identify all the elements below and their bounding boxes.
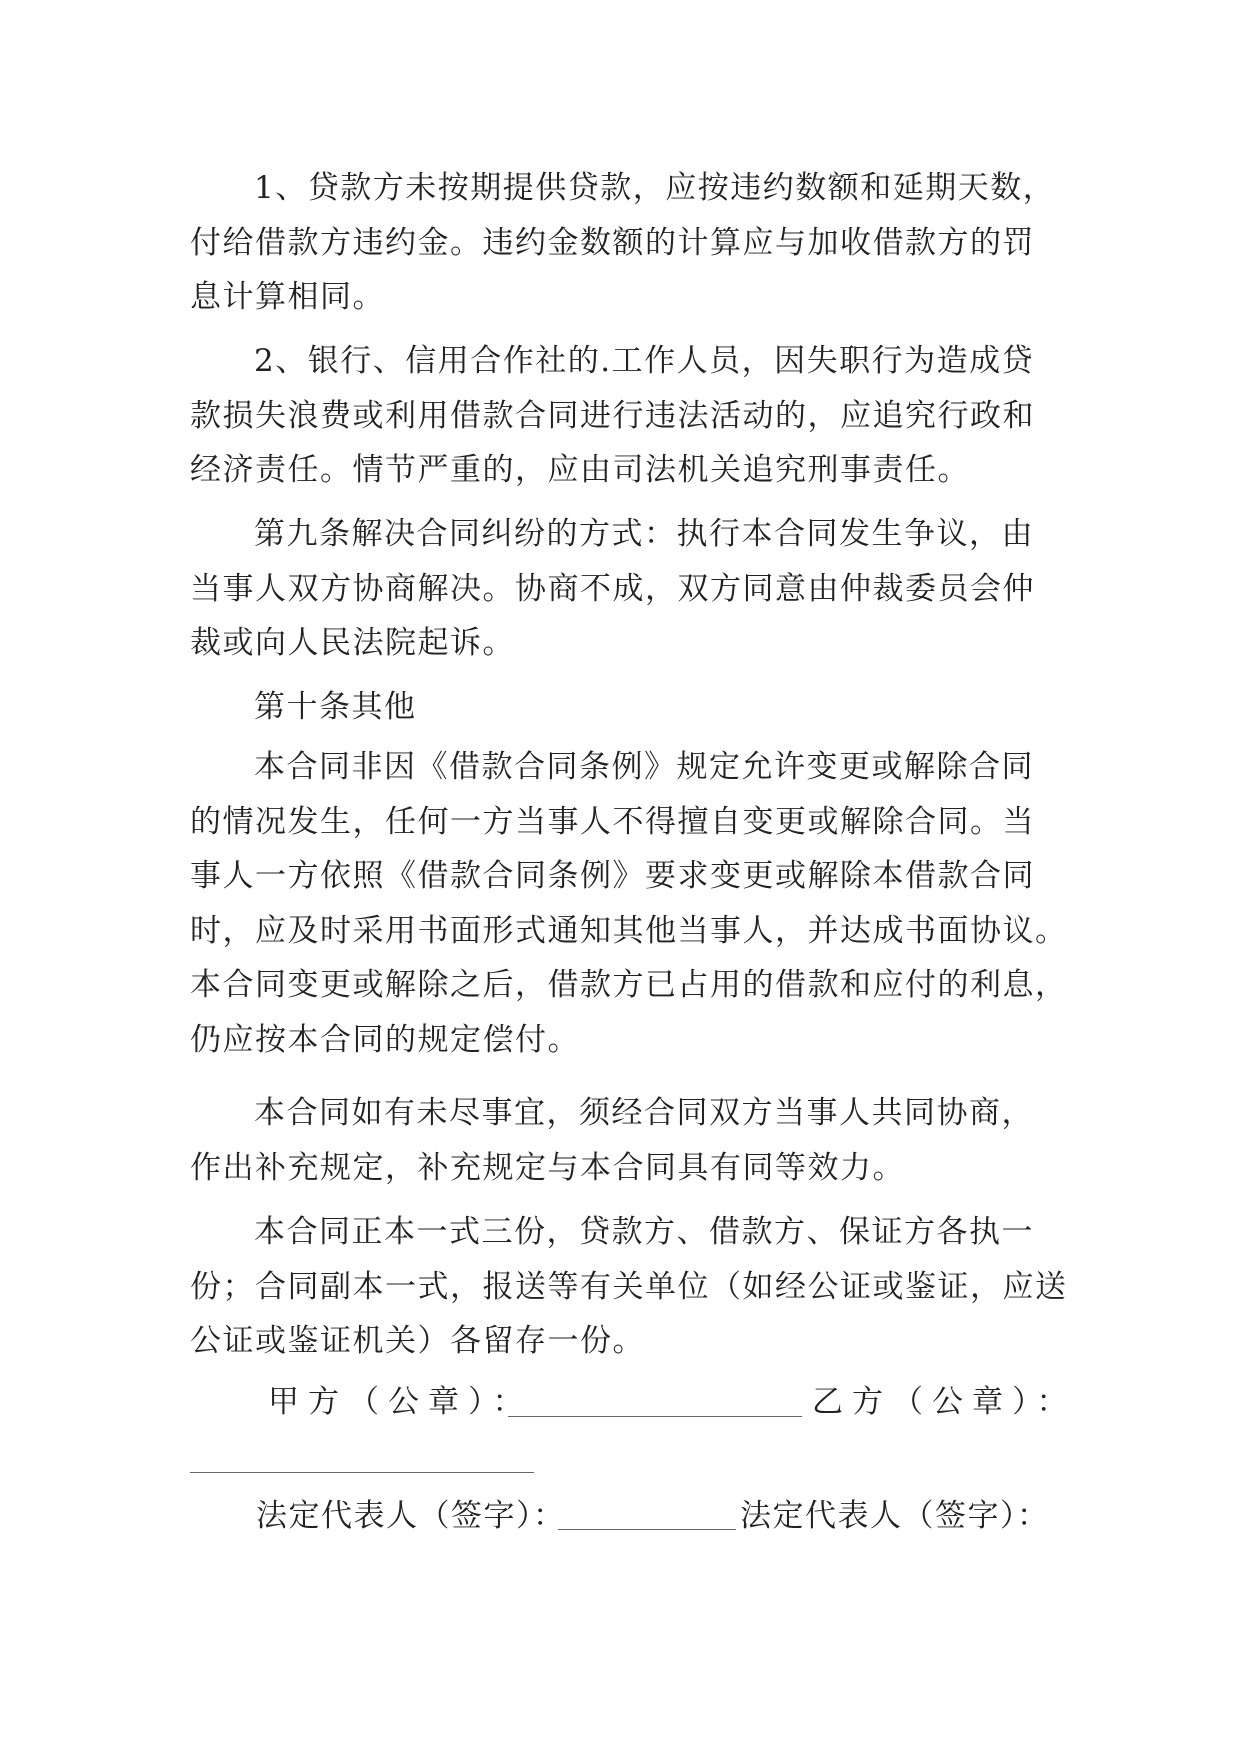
paragraph-line: 息计算相同。 <box>190 279 385 315</box>
signature-row-seal-b <box>812 1382 1077 1422</box>
signature-row-rep-b <box>740 1496 1050 1536</box>
paragraph-article-10-heading <box>190 680 1070 735</box>
party-b-seal-blank[interactable] <box>190 1472 534 1473</box>
paragraph-copies <box>190 1205 1070 1369</box>
paragraph-line: 本合同正本一式三份，贷款方、借款方、保证方各执一 <box>254 1214 1034 1250</box>
paragraph-line: 作出补充规定，补充规定与本合同具有同等效力。 <box>190 1149 905 1186</box>
paragraph-staff-liability <box>190 334 1070 498</box>
party-a-seal-blank[interactable] <box>508 1416 802 1417</box>
party-b-seal-label: 乙方（公章）： <box>812 1384 1077 1420</box>
party-a-seal-label: 甲方（公章）： <box>268 1384 533 1420</box>
paragraph-line: 的情况发生，任何一方当事人不得擅自变更或解除合同。当 <box>190 803 1035 840</box>
rep-a-label: 法定代表人（签字）： <box>256 1498 566 1534</box>
paragraph-line: 2、银行、信用合作社的.工作人员，因失职行为造成贷 <box>254 343 1035 379</box>
paragraph-modification <box>190 740 1070 1067</box>
paragraph-article-9 <box>190 507 1070 671</box>
rep-b-label: 法定代表人（签字）： <box>740 1498 1050 1534</box>
paragraph-line: 事人一方依照《借款合同条例》要求变更或解除本借款合同 <box>190 858 1035 894</box>
paragraph-line: 本合同如有未尽事宜，须经合同双方当事人共同协商， <box>254 1095 1034 1131</box>
signature-row-rep <box>256 1496 566 1536</box>
rep-a-signature-blank[interactable] <box>558 1529 736 1530</box>
paragraph-line: 第十条其他 <box>254 689 417 725</box>
paragraph-line: 裁或向人民法院起诉。 <box>190 625 515 661</box>
paragraph-line: 份；合同副本一式，报送等有关单位（如经公证或鉴证，应送 <box>190 1268 1068 1305</box>
paragraph-line: 仍应按本合同的规定偿付。 <box>190 1021 580 1058</box>
paragraph-line: 款损失浪费或利用借款合同进行违法活动的，应追究行政和 <box>190 397 1035 434</box>
paragraph-line: 当事人双方协商解决。协商不成，双方同意由仲裁委员会仲 <box>190 570 1035 607</box>
paragraph-breach-lender <box>190 161 1070 325</box>
paragraph-line: 第九条解决合同纠纷的方式：执行本合同发生争议，由 <box>254 516 1034 552</box>
paragraph-line: 公证或鉴证机关）各留存一份。 <box>190 1323 645 1359</box>
paragraph-line: 本合同非因《借款合同条例》规定允许变更或解除合同 <box>254 749 1034 785</box>
signature-row-seal <box>268 1382 533 1422</box>
paragraph-line: 付给借款方违约金。违约金数额的计算应与加收借款方的罚 <box>190 224 1035 261</box>
paragraph-line: 经济责任。情节严重的，应由司法机关追究刑事责任。 <box>190 452 970 488</box>
paragraph-supplement <box>190 1086 1070 1195</box>
paragraph-line: 本合同变更或解除之后，借款方已占用的借款和应付的利息， <box>190 967 1068 1003</box>
paragraph-line: 时，应及时采用书面形式通知其他当事人，并达成书面协议。 <box>190 912 1068 949</box>
paragraph-line: 1、贷款方未按期提供贷款，应按违约数额和延期天数， <box>254 170 1056 206</box>
